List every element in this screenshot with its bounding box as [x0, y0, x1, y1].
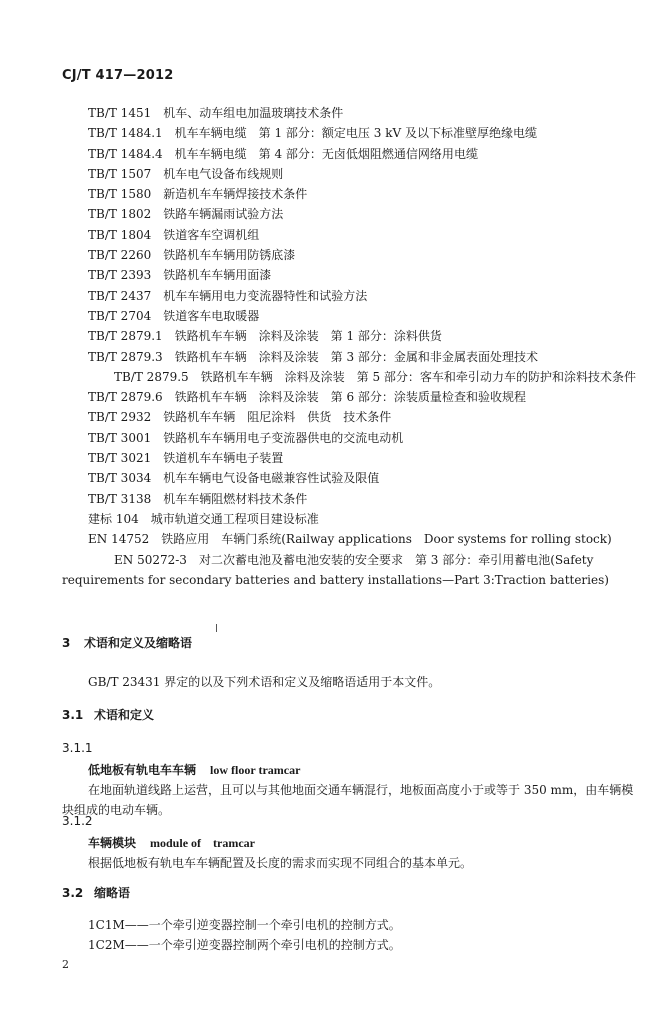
term-3-1-2 [62, 814, 642, 873]
reference-item: TB/T 2879.1 铁路机车车辆 涂料及涂装 第 1 部分：涂料供货 [88, 329, 442, 344]
scan-mark [216, 624, 217, 632]
reference-item: TB/T 3034 机车车辆电气设备电磁兼容性试验及限值 [88, 471, 380, 486]
term-title: 低地板有轨电车车辆 low floor tramcar [88, 763, 301, 777]
reference-item: TB/T 2437 机车车辆用电力变流器特性和试验方法 [88, 288, 368, 303]
reference-item: TB/T 2879.3 铁路机车车辆 涂料及涂装 第 3 部分：金属和非金属表面处理技术 [88, 349, 538, 364]
normative-references-list [62, 103, 642, 590]
reference-item: TB/T 2932 铁路机车车辆 阻尼涂料 供货 技术条件 [88, 410, 392, 425]
reference-item: TB/T 1802 铁路车辆漏雨试验方法 [88, 207, 284, 222]
standard-code: CJ/T 417—2012 [62, 68, 174, 83]
reference-item: TB/T 1451 机车、动车组电加温玻璃技术条件 [88, 106, 344, 120]
section-3-intro: GB/T 23431 界定的以及下列术语和定义及缩略语适用于本文件。 [88, 675, 441, 689]
reference-item: TB/T 2260 铁路机车车辆用防锈底漆 [88, 248, 296, 263]
page-number: 2 [62, 958, 69, 971]
term-definition: 在地面轨道线路上运营，且可以与其他地面交通车辆混行，地板面高度小于或等于 350 mm，由车辆模块组成的电动车辆。 [62, 783, 634, 817]
term-definition: 根据低地板有轨电车车辆配置及长度的需求而实现不同组合的基本单元。 [88, 856, 473, 870]
reference-item: TB/T 2879.6 铁路机车车辆 涂料及涂装 第 6 部分：涂装质量检查和验收规程 [88, 390, 526, 405]
section-3-2-heading: 3.2 缩略语 [62, 886, 131, 900]
section-3-heading: 3 术语和定义及缩略语 [62, 636, 193, 650]
reference-item: TB/T 2879.5 铁路机车车辆 涂料及涂装 第 5 部分：客车和牵引动力车的防护和涂料技术条件 [114, 369, 636, 384]
reference-item: TB/T 2393 铁路机车车辆用面漆 [88, 268, 272, 283]
reference-item: TB/T 3001 铁路机车车辆用电子变流器供电的交流电动机 [88, 430, 404, 445]
reference-item: TB/T 1484.1 机车车辆电缆 第 1 部分：额定电压 3 kV 及以下标准壁厚绝缘电缆 [88, 126, 537, 141]
reference-item: TB/T 3021 铁道机车车辆电子装置 [88, 451, 284, 466]
section-3-1-heading: 3.1 术语和定义 [62, 708, 155, 722]
term-title: 车辆模块 module of tramcar [88, 836, 255, 850]
reference-item: EN 14752 铁路应用 车辆门系统(Railway applications Door systems for rolling stock) [88, 532, 612, 547]
abbreviation-item: 1C2M——一个牵引逆变器控制两个牵引电机的控制方式。 [88, 938, 401, 952]
reference-item: EN 50272-3 对二次蓄电池及蓄电池安装的安全要求 第 3 部分：牵引用蓄电池(Safety requirements for secondary batteries and battery installations—Part 3:Traction batteries) [62, 552, 609, 587]
term-number: 3.1.2 [62, 814, 93, 828]
reference-item: TB/T 3138 机车车辆阻燃材料技术条件 [88, 491, 308, 506]
reference-item: TB/T 2704 铁道客车电取暖器 [88, 308, 260, 323]
abbreviation-list [62, 915, 642, 955]
reference-item: TB/T 1580 新造机车车辆焊接技术条件 [88, 187, 308, 202]
reference-item: TB/T 1484.4 机车车辆电缆 第 4 部分：无卤低烟阻燃通信网络用电缆 [88, 146, 478, 161]
reference-item: 建标 104 城市轨道交通工程项目建设标准 [88, 511, 319, 526]
reference-item: TB/T 1804 铁道客车空调机组 [88, 227, 260, 242]
abbreviation-item: 1C1M——一个牵引逆变器控制一个牵引电机的控制方式。 [88, 918, 401, 932]
reference-item: TB/T 1507 机车电气设备布线规则 [88, 166, 284, 181]
term-3-1-1 [62, 741, 642, 820]
term-number: 3.1.1 [62, 741, 93, 755]
